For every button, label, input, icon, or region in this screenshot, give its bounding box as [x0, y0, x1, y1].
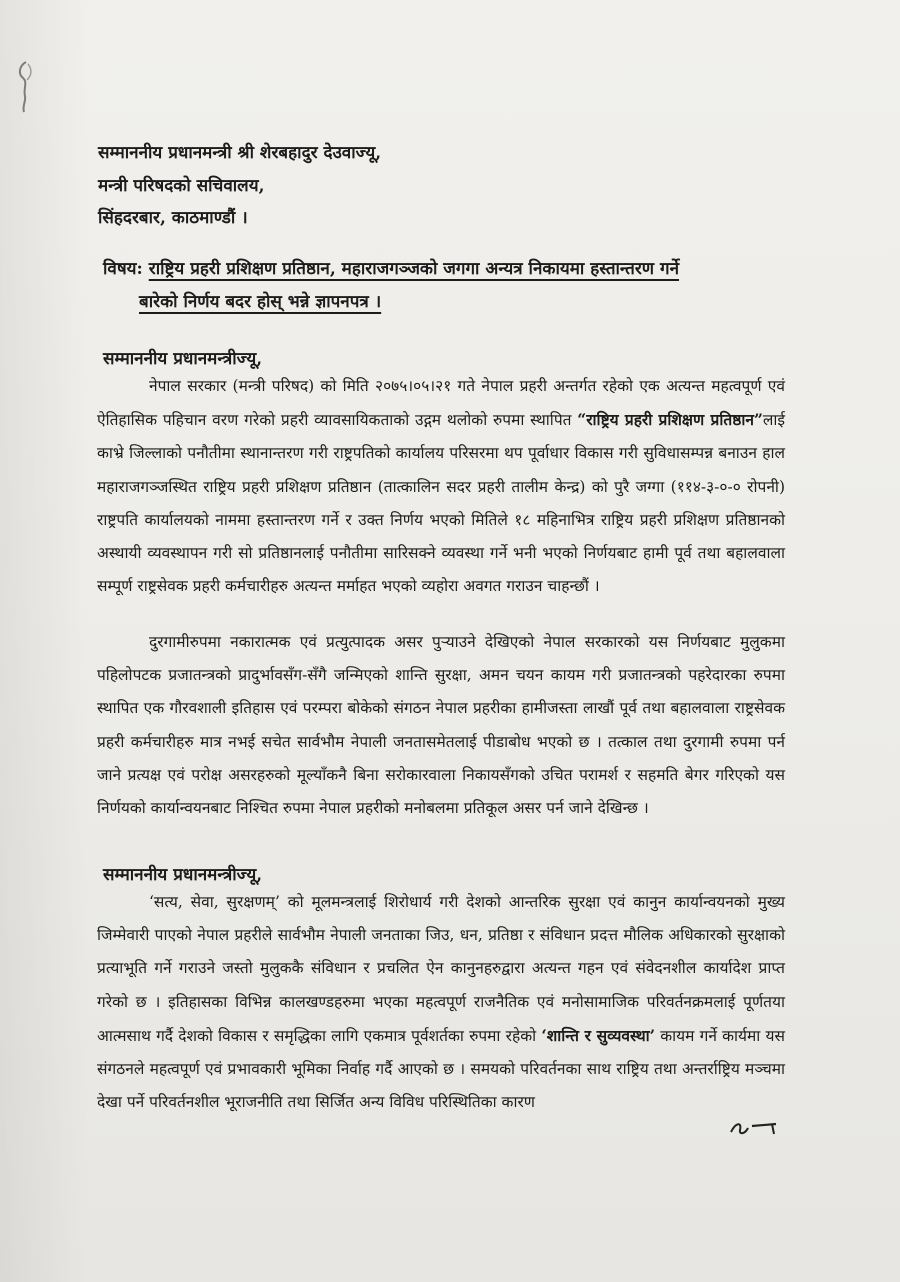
paragraph-3: [97, 886, 785, 1119]
subject-line-1: [103, 253, 679, 286]
initials-signature: [728, 1112, 780, 1140]
address-line-3: सिंहदरबार, काठमाण्डौं ।: [98, 208, 248, 228]
paragraph-3-text-a: ‘सत्य, सेवा, सुरक्षणम्’ को मूलमन्त्रलाई शिरोधार्य गरी देशको आन्तरिक सुरक्षा एवं कानुन कार्यान्वयनको मुख्य जिम्मेवारी पाएको नेपाल प्रहरीले सार्वभौम नेपाली जनताका जिउ, धन, प्रतिष्ठा र संविधान प्रदत्त मौलिक अधिकारको सुरक्षाको प्रत्याभूति गर्ने गराउने जस्तो मुलुककै संविधान र प्रचलित ऐन कानुनहरुद्वारा अत्यन्त गहन एवं संवेदनशील कार्यादेश प्राप्त गरेको छ । इतिहासका विभिन्न कालखण्डहरुमा भएका महत्वपूर्ण राजनैतिक एवं मनोसामाजिक परिवर्तनक्रमलाई पूर्णतया आत्मसाथ गर्दै देशको विकास र समृद्धिका लागि एकमात्र पूर्वशर्तका रुपमा रहेको: [97, 893, 785, 1045]
staple-icon: [14, 60, 38, 114]
paragraph-1: [97, 370, 785, 603]
salutation-2: सम्माननीय प्रधानमन्त्रीज्यू,: [103, 865, 263, 885]
paragraph-1-text-b: लाई काभ्रे जिल्लाको पनौतीमा स्थानान्तरण गरी राष्ट्रपतिको कार्यालय परिसरमा थप पूर्वाधार विकास गरी सुविधासम्पन्न बनाउन हाल महाराजगञ्जस्थित राष्ट्रिय प्रहरी प्रशिक्षण प्रतिष्ठान (तात्कालिन सदर प्रहरी तालीम केन्द्र) को पुरै जग्गा (११४-३-०-० रोपनी) राष्ट्रपति कार्यालयको नाममा हस्तान्तरण गर्ने र उक्त निर्णय भएको मितिले १८ महिनाभित्र राष्ट्रिय प्रहरी प्रशिक्षण प्रतिष्ठानको अस्थायी व्यवस्थापन गरी सो प्रतिष्ठानलाई पनौतीमा सारिसक्ने व्यवस्था गर्ने भनी भएको निर्णयबाट हामी पूर्व तथा बहालवाला सम्पूर्ण राष्ट्रसेवक प्रहरी कर्मचारीहरु अत्यन्त मर्माहत भएको व्यहोरा अवगत गराउन चाहन्छौं ।: [97, 411, 785, 596]
paragraph-2: दुरगामीरुपमा नकारात्मक एवं प्रत्युत्पादक असर पुर्‍याउने देखिएको नेपाल सरकारको यस निर्णयबाट मुलुकमा पहिलोपटक प्रजातन्त्रको प्रादुर्भावसँग-सँगै जन्मिएको शान्ति सुरक्षा, अमन चयन कायम गरी प्रजातन्त्रको पहरेदारका रुपमा स्थापित एक गौरवशाली इतिहास एवं परम्परा बोकेको संगठन नेपाल प्रहरीका हामीजस्ता लाखौं पूर्व तथा बहालवाला राष्ट्रसेवक प्रहरी कर्मचारीहरु मात्र नभई सचेत सार्वभौम नेपाली जनतासमेतलाई पीडाबोध भएको छ । तत्काल तथा दुरगामी रुपमा पर्न जाने प्रत्यक्ष एवं परोक्ष असरहरुको मूल्याँकनै बिना सरोकारवाला निकायसँगको उचित परामर्श र सहमति बेगर गरिएको यस निर्णयको कार्यान्वयनबाट निश्चित रुपमा नेपाल प्रहरीको मनोबलमा प्रतिकूल असर पर्न जाने देखिन्छ ।: [97, 633, 785, 818]
institute-name-bold: “राष्ट्रिय प्रहरी प्रशिक्षण प्रतिष्ठान”: [577, 410, 763, 430]
subject-block: [103, 253, 679, 319]
paragraph-3-text-b: कायम गर्ने कार्यमा यस संगठनले महत्वपूर्ण एवं प्रभावकारी भूमिका निर्वाह गर्दै आएको छ । समयको परिवर्तनका साथ राष्ट्रिय तथा अन्तर्राष्ट्रिय मञ्चमा देखा पर्ने परिवर्तनशील भूराजनीति तथा सिर्जित अन्य विविध परिस्थितिका कारण: [97, 1026, 785, 1112]
salutation-1: सम्माननीय प्रधानमन्त्रीज्यू,: [103, 349, 263, 369]
page-shadow: [0, 0, 90, 1282]
subject-text-2: बारेको निर्णय बदर होस् भन्ने ज्ञापनपत्र ।: [139, 292, 382, 312]
address-line-2: मन्त्री परिषदको सचिवालय,: [98, 176, 265, 196]
peace-order-bold: ‘शान्ति र सुव्यवस्था’: [541, 1025, 656, 1045]
paragraph-1-text-a: नेपाल सरकार (मन्त्री परिषद) को मिति २०७५।०५।२१ गते नेपाल प्रहरी अन्तर्गत रहेको एक अत्यन्त महत्वपूर्ण एवं ऐतिहासिक पहिचान वरण गरेको प्रहरी व्यावसायिकताको उद्गम थलोको रुपमा स्थापित: [97, 377, 785, 430]
subject-line-2: [103, 286, 679, 319]
address-line-1: सम्माननीय प्रधानमन्त्री श्री शेरबहादुर देउवाज्यू,: [98, 143, 382, 163]
subject-text-1: राष्ट्रिय प्रहरी प्रशिक्षण प्रतिष्ठान, महाराजगञ्जको जगगा अन्यत्र निकायमा हस्तान्तरण गर्ने: [148, 259, 680, 279]
subject-label: विषय:: [103, 259, 143, 279]
